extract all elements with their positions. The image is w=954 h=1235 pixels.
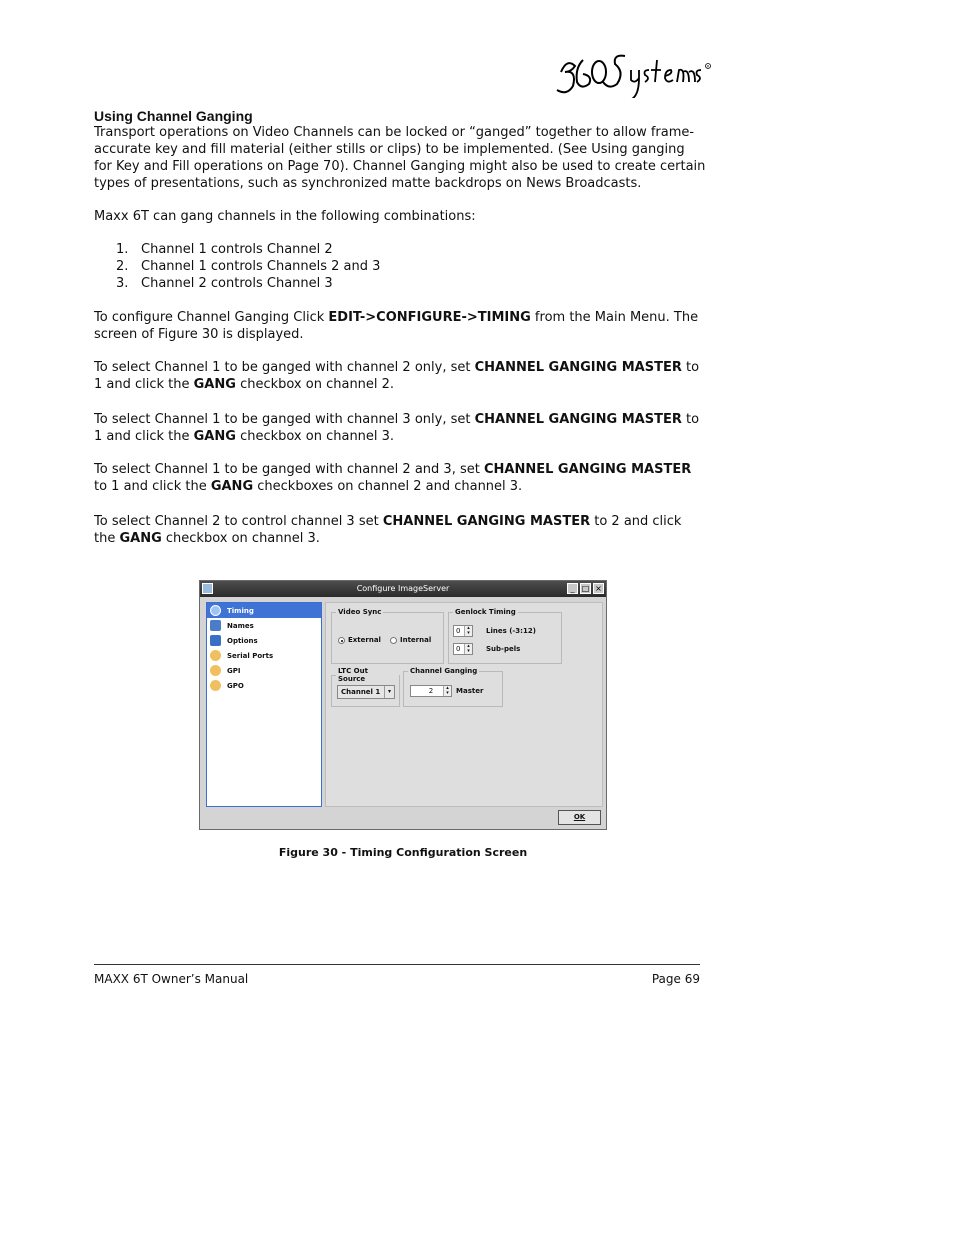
nav-item-names[interactable]: Names (207, 618, 321, 633)
timing-panel (325, 602, 603, 807)
video-sync-legend: Video Sync (338, 608, 382, 616)
ok-button[interactable]: OK (558, 810, 601, 825)
clock-icon (210, 605, 221, 616)
nav-item-gpo[interactable]: GPO (207, 678, 321, 693)
window-title: Configure ImageServer (356, 584, 450, 593)
company-logo (553, 42, 713, 98)
lines-label: Lines (-3:12) (486, 627, 536, 635)
app-icon (202, 583, 213, 594)
gang-2-3-paragraph: To select Channel 2 to control channel 3 set CHANNEL GANGING MASTER to 2 and click the GANG checkbox on channel 3. (94, 514, 682, 546)
gang-1-2-3-paragraph: To select Channel 1 to be ganged with channel 2 and 3, set CHANNEL GANGING MASTER to 1 and click the GANG checkboxes on channel 2 and channel 3. (94, 462, 692, 494)
ganging-master-spinner[interactable]: 2 ▴ ▾ (410, 685, 452, 697)
ltc-legend: LTC Out Source (338, 667, 368, 683)
serial-port-icon (210, 650, 221, 661)
external-label: External (348, 636, 381, 644)
configure-paragraph: To configure Channel Ganging Click EDIT->CONFIGURE->TIMING from the Main Menu. The screen of Figure 30 is displayed. (94, 310, 699, 342)
master-label: Master (456, 687, 484, 695)
gang-1-2-paragraph: To select Channel 1 to be ganged with channel 2 only, set CHANNEL GANGING MASTER to 1 and click the GANG checkbox on channel 2. (94, 360, 700, 392)
puzzle-icon (210, 635, 221, 646)
nav-item-options[interactable]: Options (207, 633, 321, 648)
nav-item-serial-ports[interactable]: Serial Ports (207, 648, 321, 663)
list-item: 2. Channel 1 controls Channels 2 and 3 (116, 259, 381, 274)
close-button[interactable]: × (593, 583, 604, 594)
subpels-spinner[interactable]: 0 ▴ ▾ (453, 643, 473, 655)
ganging-legend: Channel Ganging (410, 667, 478, 675)
minimize-button[interactable]: _ (567, 583, 578, 594)
external-radio[interactable] (338, 637, 345, 644)
footer-page-number: Page 69 (651, 972, 700, 986)
list-item: 3. Channel 2 controls Channel 3 (116, 276, 333, 291)
gpi-icon (210, 665, 221, 676)
gang-1-3-paragraph: To select Channel 1 to be ganged with channel 3 only, set CHANNEL GANGING MASTER to 1 and click the GANG checkbox on channel 3. (94, 412, 700, 444)
combinations-intro: Maxx 6T can gang channels in the following combinations: (94, 209, 476, 224)
lines-spinner[interactable]: 0 ▴ ▾ (453, 625, 473, 637)
nav-item-gpi[interactable]: GPI (207, 663, 321, 678)
list-icon (210, 620, 221, 631)
footer-manual-title: MAXX 6T Owner’s Manual (94, 972, 249, 986)
nav-item-timing[interactable]: Timing (207, 603, 321, 618)
footer-rule (94, 964, 700, 965)
combinations-list (94, 241, 380, 292)
window-titlebar (200, 581, 606, 597)
gpo-icon (210, 680, 221, 691)
maximize-button[interactable]: □ (581, 584, 590, 593)
subpels-label: Sub-pels (486, 645, 521, 653)
figure-caption: Figure 30 - Timing Configuration Screen (278, 846, 528, 859)
intro-paragraph: Transport operations on Video Channels can be locked or “ganged” together to allow frame-accurate key and fill material (either stills or clips) to be implemented. (See Using ganging for Key and Fill operations on Page 70). Channel Ganging might also be used to create certain types of presentations, such as synchronized matte backdrops on News Broadcasts. (94, 125, 706, 191)
ltc-source-dropdown[interactable]: Channel 1 ▾ (337, 685, 395, 699)
config-nav-list (206, 602, 322, 807)
internal-radio[interactable] (390, 637, 397, 644)
list-item: 1. Channel 1 controls Channel 2 (116, 242, 333, 257)
genlock-legend: Genlock Timing (455, 608, 516, 616)
section-heading: Using Channel Ganging (94, 108, 253, 124)
configure-window-screenshot (199, 580, 607, 830)
registered-mark: R (706, 64, 710, 69)
internal-label: Internal (400, 636, 432, 644)
chevron-down-icon: ▾ (384, 686, 394, 698)
